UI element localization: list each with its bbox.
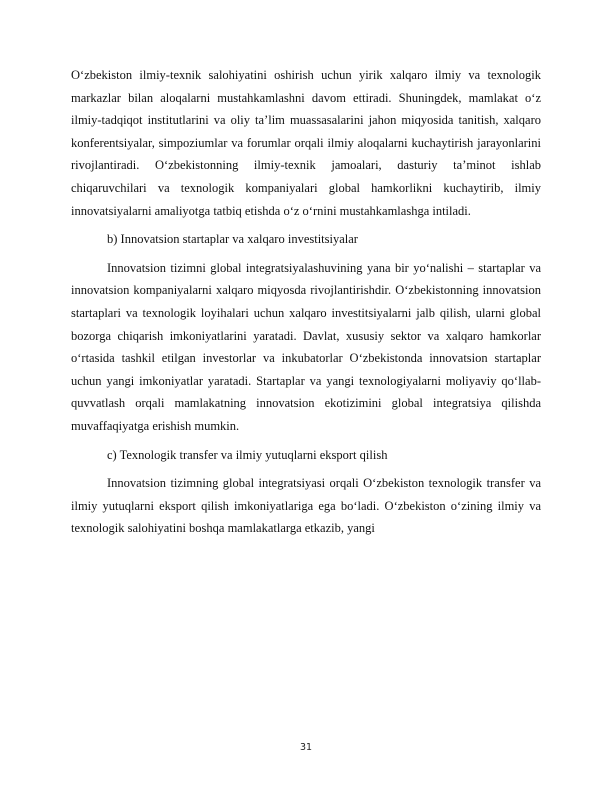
document-page [71,64,541,540]
paragraph-startups: Innovatsion tizimni global integratsiyalashuvining yana bir yo‘nalishi – startaplar va innovatsion kompaniyalarni xalqaro miqyosda rivojlantirishdir. O‘zbekistonning innovatsion startaplari va texnologik loyihalari uchun xalqaro investitsiyalarni jalb qilish, ularni global bozorga chiqarish imkoniyatlarini yaratadi. Davlat, xususiy sektor va xalqaro hamkorlar o‘rtasida tashkil etilgan investorlar va inkubatorlar O‘zbekistonda innovatsion startaplar uchun yangi imkoniyatlar yaratadi. Startaplar va yangi texnologiyalarni moliyaviy qo‘llab-quvvatlash orqali mamlakatning innovatsion ekotizimini global integratsiya qilishda muvaffaqiyatga erishish mumkin. [71,260,541,433]
page-number: 31 [299,742,313,753]
paragraph-tech-transfer: Innovatsion tizimning global integratsiyasi orqali O‘zbekiston texnologik transfer va ilmiy yutuqlarni eksport qilish imkoniyatlariga ega bo‘ladi. O‘zbekiston o‘zining ilmiy va texnologik salohiyatini boshqa mamlakatlarga etkazib, yangi [71,476,541,536]
paragraph-intro: O‘zbekiston ilmiy-texnik salohiyatini oshirish uchun yirik xalqaro ilmiy va texnologik markazlar bilan aloqalarni mustahkamlashni davom ettiradi. Shuningdek, mamlakat o‘z ilmiy-tadqiqot institutlarini va oliy ta’lim muassasalarini jahon miqyosida tanitish, xalqaro konferentsiyalar, simpoziumlar va forumlar orqali ilmiy aloqalarni kuchaytirish jarayonlarini rivojlantiradi. O‘zbekistonning ilmiy-texnik jamoalari, dasturiy ta’minot ishlab chiqaruvchilari va texnologik kompaniyalari global hamkorlikni kuchaytirib, ilmiy innovatsiyalarni amaliyotga tatbiq etishda o‘z o‘rnini mustahkamlashga intiladi. [71,68,541,218]
section-heading-b: b) Innovatsion startaplar va xalqaro investitsiyalar [107,232,358,247]
section-heading-c: c) Texnologik transfer va ilmiy yutuqlarni eksport qilish [107,447,388,462]
